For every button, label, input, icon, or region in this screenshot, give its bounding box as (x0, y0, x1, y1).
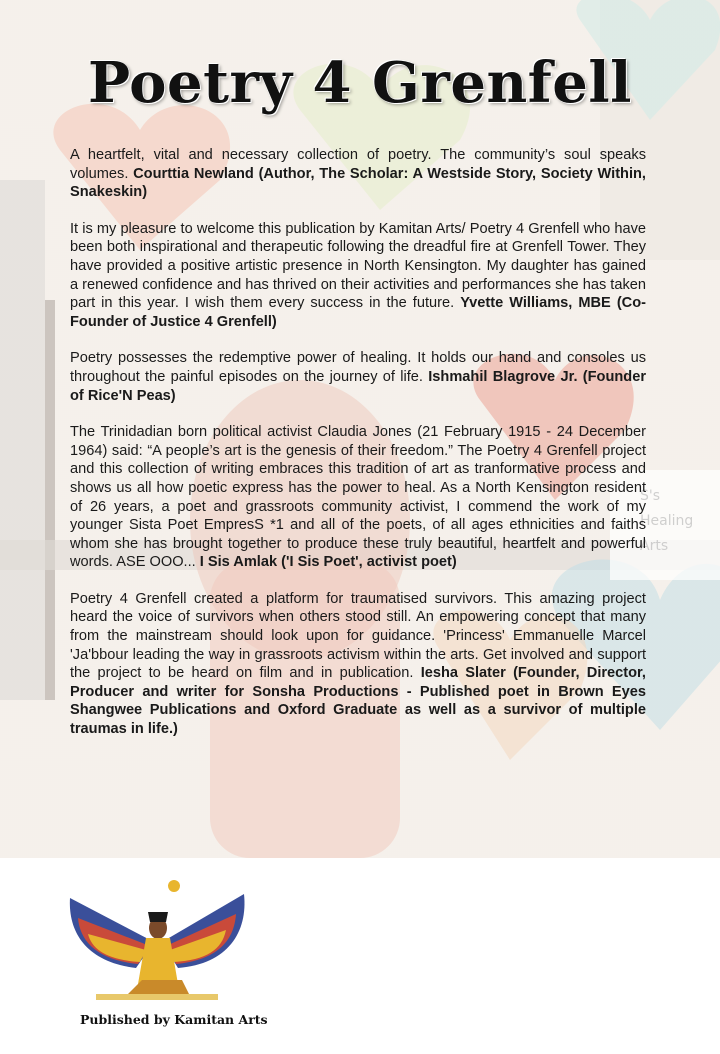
testimonial-text: It is my pleasure to welcome this publication by Kamitan Arts/ Poetry 4 Grenfell who have been both inspirational and therapeutic following the dreadful fire at Grenfell Tower. They have provided a positive artistic presence in North Kensington. My daughter has gained a renewed confidence and has thrived on their activities and performances she has taken part in this year. I wish them every success in the future. (70, 220, 646, 312)
testimonial-author: I Sis Amlak ('I Sis Poet', activist poet) (199, 554, 457, 571)
testimonial (70, 146, 646, 202)
page-title: Poetry 4 Grenfell (88, 50, 632, 116)
testimonial-text: Poetry possesses the redemptive power of healing. It holds our hand and consoles us throughout the painful episodes on the journey of life. (70, 350, 646, 385)
testimonial-text: The Trinidadian born political activist Claudia Jones (21 February 1915 - 24 December 1964) said: “A people’s art is the genesis of their freedom.” The Poetry 4 Grenfell project and this collection of writing embraces this tradition of art as tranformative process and shows us all how poetic express has the power to heal. As a North Kensington resident of 26 years, a poet and grassroots community activist, I commend the work of my younger Sista Poet EmpresS *1 and all of the poets, of all ages ethnicities and faiths whom she has brought together to produce these truly beautiful, heartfelt and powerful words. ASE OOO... (70, 424, 646, 571)
testimonial-author: Yvette Williams, MBE (Co-Founder of Justice 4 Grenfell) (70, 295, 646, 330)
testimonials (70, 146, 646, 757)
testimonial (70, 590, 646, 739)
testimonial-author: Iesha Slater (Founder, Director, Producer and writer for Sonsha Productions - Published poet in Brown Eyes Shangwee Publications and Oxford Graduate as well as a survivor of multiple traumas in life.) (70, 665, 646, 738)
winged-goddess-logo (66, 872, 248, 1002)
testimonial (70, 423, 646, 572)
testimonial-text: A heartfelt, vital and necessary collection of poetry. The community’s soul speaks volumes. (70, 147, 646, 182)
testimonial (70, 349, 646, 405)
testimonial-author: Ishmahil Blagrove Jr. (Founder of Rice'N Peas) (70, 368, 647, 404)
testimonial (70, 220, 646, 332)
publisher-credit: Published by Kamitan Arts (80, 1012, 268, 1027)
testimonial-text: Poetry 4 Grenfell created a platform for traumatised survivors. This amazing project heard the voice of survivors when others stood still. An empowering concept that many from the mainstream should look upon for guidance. 'Princess' Emmanuelle Marcel 'Ja'bbour leading the way in grassroots activism within the arts. Get involved and support the project to be heard on film and in publication. (70, 590, 646, 682)
testimonial-author: Courttia Newland (Author, The Scholar: A Westside Story, Society Within, Snakeskin) (70, 165, 646, 201)
